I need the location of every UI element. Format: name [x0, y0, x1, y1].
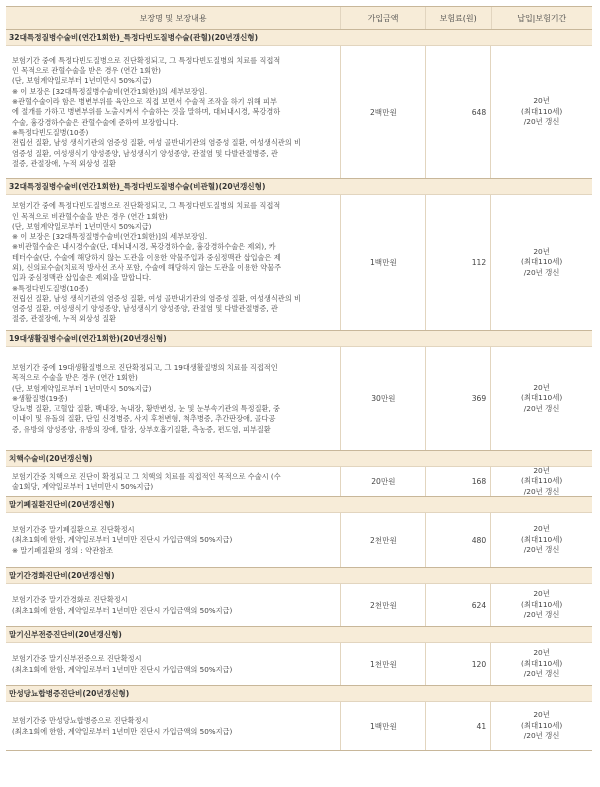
section-description — [6, 702, 341, 750]
description-line: 술1회당, 계약일로부터 1년미만시 50%지급) — [12, 482, 154, 491]
description-line: 증, 유방의 양성종양, 유방의 장애, 탈장, 상부호흡기질환, 측농증, 편도염, 피부질환 — [12, 424, 271, 434]
description-line: 외), 신의료수술(치료적 방사선 조사 포함, 수술에 해당하지 않는 도관을 이용한 약물주 — [12, 263, 282, 272]
coverage-amount: 2천만원 — [341, 584, 426, 626]
period-line: (최대110세) — [520, 106, 563, 116]
coverage-section — [6, 331, 592, 451]
section-title: 치핵수술비(20년갱신형) — [6, 451, 592, 467]
coverage-period — [491, 46, 592, 178]
section-body — [6, 347, 592, 450]
description-line: 절증, 관절장애, 누적 외상성 질환 — [12, 158, 116, 168]
coverage-period — [491, 584, 592, 626]
coverage-sections — [6, 30, 592, 751]
description-line: 염증성 질환, 여성생식기 양성종양, 남성생식기 양성종양, 관절염 및 다발관절병증, 관 — [12, 148, 278, 158]
coverage-section — [6, 627, 592, 686]
period-line: 20년 — [533, 710, 550, 720]
section-body — [6, 513, 592, 567]
description-line: 전립선 질환, 남성 생식기관의 염증성 질환, 여성 골반내기관의 염증성 질환, 여성생식관의 비 — [12, 293, 301, 303]
period-line: /20년 갱신 — [523, 731, 560, 741]
period-text — [521, 648, 562, 680]
period-line: /20년 갱신 — [523, 610, 560, 620]
section-title: 만성당뇨합병증진단비(20년갱신형) — [6, 686, 592, 702]
section-body — [6, 584, 592, 626]
period-line: (최대110세) — [520, 476, 563, 486]
premium-value: 41 — [426, 702, 491, 750]
description-line: 수술, 흉강경하수술은 관혈수술에 준하여 보장합니다. — [12, 117, 179, 127]
coverage-period — [491, 643, 592, 685]
period-line: (최대110세) — [520, 658, 563, 668]
description-line: ※특정다빈도질병(10종) — [12, 283, 89, 293]
coverage-amount: 2천만원 — [341, 513, 426, 567]
coverage-amount: 1백만원 — [341, 195, 426, 330]
period-line: (최대110세) — [520, 534, 563, 544]
description-line: (단, 보험계약일로부터 1년미만시 50%지급) — [12, 221, 152, 231]
period-line: (최대110세) — [520, 393, 563, 403]
section-title: 19대생활질병수술비(연간1회한)(20년갱신형) — [6, 331, 592, 347]
description-line: 절증, 관절장애, 누적 외상성 질환 — [12, 314, 116, 324]
header-period: 납입|보험기간 — [517, 13, 567, 23]
period-line: (최대110세) — [520, 599, 563, 609]
description-line: (단, 보험계약일로부터 1년미만시 50%지급) — [12, 76, 152, 86]
premium-value: 624 — [426, 584, 491, 626]
period-text — [521, 247, 562, 279]
period-line: 20년 — [533, 465, 550, 475]
section-body — [6, 46, 592, 178]
section-body — [6, 643, 592, 685]
section-description — [6, 584, 341, 626]
description-line: 전립선 질환, 남성 생식기관의 염증성 질환, 여성 골반내기관의 염증성 질환, 여성생식관의 비 — [12, 138, 301, 148]
coverage-amount: 1백만원 — [341, 702, 426, 750]
description-line: ※비관혈수술은 내시경수술(단, 대뇌내시경, 복강경하수술, 흉강경하수술은 제외), 카 — [12, 242, 276, 252]
coverage-section — [6, 179, 592, 331]
coverage-section — [6, 30, 592, 179]
section-body — [6, 195, 592, 330]
description-line: 보험기간 중에 특정다빈도질병으로 진단확정되고, 그 특정다빈도질병의 치료를 직접적 — [12, 55, 281, 65]
description-line: 에 절개를 가하고 병변부위를 노출시켜서 수술하는 것을 말하며, 대뇌내시경, 복강경하 — [12, 107, 281, 117]
description-line: 보험기간 중에 특정다빈도질병으로 진단확정되고, 그 특정다빈도질병의 치료를 직접적 — [12, 201, 281, 211]
section-description — [6, 513, 341, 567]
coverage-amount: 1천만원 — [341, 643, 426, 685]
period-text — [521, 589, 562, 621]
period-line: 20년 — [533, 648, 550, 658]
section-title: 말기간경화진단비(20년갱신형) — [6, 568, 592, 584]
description-line: ※ 이 보장은 [32대특정질병수술비(연간1회한)]의 세부보장임. — [12, 232, 208, 242]
description-line: 보험기간중 치핵으로 진단이 확정되고 그 치핵의 치료를 직접적인 목적으로 수술시 (수 — [12, 471, 281, 481]
period-line: /20년 갱신 — [523, 267, 560, 277]
description-line: 인 목적으로 관혈수술을 받은 경우 (연간 1회한) — [12, 66, 161, 76]
period-line: /20년 갱신 — [523, 545, 560, 555]
description-line: 이내이 및 유돌의 질환, 단일 신경병증, 사지 후천변형, 척추병증, 추간판장애, 골다공 — [12, 414, 276, 424]
coverage-period — [491, 347, 592, 450]
section-title: 말기폐질환진단비(20년갱신형) — [6, 497, 592, 513]
table-header — [6, 7, 592, 30]
coverage-amount: 2백만원 — [341, 46, 426, 178]
premium-value: 480 — [426, 513, 491, 567]
section-description — [6, 467, 341, 496]
coverage-amount: 20만원 — [341, 467, 426, 496]
period-line: 20년 — [533, 524, 550, 534]
description-line: ※생활질병(19종) — [12, 393, 68, 403]
coverage-period — [491, 195, 592, 330]
coverage-section — [6, 686, 592, 751]
coverage-amount: 30만원 — [341, 347, 426, 450]
description-line: 보험기간중 만성당뇨합병증으로 진단확정시 — [12, 716, 149, 726]
period-line: /20년 갱신 — [523, 669, 560, 679]
section-description — [6, 643, 341, 685]
description-line: 인 목적으로 비관혈수술을 받은 경우 (연간 1회한) — [12, 211, 168, 221]
coverage-section — [6, 497, 592, 568]
period-line: 20년 — [533, 246, 550, 256]
description-line: 염증성 질환, 여성생식기 양성종양, 남성생식기 양성종양, 관절염 및 다발관절병증, 관 — [12, 304, 278, 314]
description-line: (최초1회에 한함, 계약일로부터 1년미만 진단시 가입금액의 50%지급) — [12, 726, 233, 736]
description-line: ※ 이 보장은 [32대특정질병수술비(연간1회한)]의 세부보장임. — [12, 86, 208, 96]
premium-value: 120 — [426, 643, 491, 685]
coverage-section — [6, 568, 592, 627]
description-line: (최초1회에 한함, 계약일로부터 1년미만 진단시 가입금액의 50%지급) — [12, 605, 233, 615]
description-line: (단, 보험계약일로부터 1년미만시 50%지급) — [12, 383, 152, 393]
description-line: 보험기간중 말기신부전증으로 진단확정시 — [12, 654, 142, 664]
period-line: 20년 — [533, 96, 550, 106]
description-line: 테터수술(단, 수술에 해당하지 않는 도관을 이용한 약물주입과 중심정맥관 삽입술은 제 — [12, 252, 281, 262]
coverage-section — [6, 451, 592, 497]
description-line: ※ 말기폐질환의 정의 : 약관참조 — [12, 545, 113, 555]
section-body — [6, 467, 592, 496]
description-line: ※관혈수술이라 함은 병변부위를 육안으로 직접 보면서 수술적 조작을 하기 위해 피부 — [12, 97, 277, 107]
coverage-period — [491, 702, 592, 750]
period-line: /20년 갱신 — [523, 486, 560, 496]
section-body — [6, 702, 592, 750]
description-line: 당뇨병 질환, 고혈압 질환, 백내장, 녹내장, 황반변성, 눈 및 눈부속기관의 특정질환, 중 — [12, 404, 280, 414]
description-line: (최초1회에 한함, 계약일로부터 1년미만 진단시 가입금액의 50%지급) — [12, 535, 233, 545]
header-premium: 보험료(원) — [426, 7, 492, 29]
description-line: 입과 중심정맥관 삽입술은 제외)을 말합니다. — [12, 273, 152, 283]
period-text — [521, 524, 562, 556]
period-line: 20년 — [533, 382, 550, 392]
description-line: 목적으로 수술을 받은 경우 (연간 1회한) — [12, 373, 138, 383]
section-title: 32대특정질병수술비(연간1회한)_특정다빈도질병수술(비관혈)(20년갱신형) — [6, 179, 592, 195]
section-description — [6, 195, 341, 330]
header-coverage: 보장명 및 보장내용 — [6, 7, 341, 29]
period-text — [521, 466, 562, 498]
section-description — [6, 46, 341, 178]
premium-value: 112 — [426, 195, 491, 330]
period-text — [521, 383, 562, 415]
description-line: ※특정다빈도질병(10종) — [12, 127, 89, 137]
period-text — [521, 710, 562, 742]
period-line: /20년 갱신 — [523, 403, 560, 413]
period-line: 20년 — [533, 589, 550, 599]
description-line: 보험기간중 말기간경화로 진단확정시 — [12, 595, 128, 605]
premium-value: 648 — [426, 46, 491, 178]
description-line: 보험기간중 말기폐질환으로 진단확정시 — [12, 525, 135, 535]
section-title: 32대특정질병수술비(연간1회한)_특정다빈도질병수술(관혈)(20년갱신형) — [6, 30, 592, 46]
premium-value: 369 — [426, 347, 491, 450]
period-text — [521, 96, 562, 128]
header-amount: 가입금액 — [341, 7, 426, 29]
coverage-period — [491, 467, 592, 496]
section-title: 말기신부전증진단비(20년갱신형) — [6, 627, 592, 643]
period-line: /20년 갱신 — [523, 117, 560, 127]
description-line: (최초1회에 한함, 계약일로부터 1년미만 진단시 가입금액의 50%지급) — [12, 664, 233, 674]
description-line: 보험기간 중에 19대생활질병으로 진단확정되고, 그 19대생활질병의 치료를 직접적인 — [12, 362, 278, 372]
coverage-period — [491, 513, 592, 567]
section-description — [6, 347, 341, 450]
period-line: (최대110세) — [520, 257, 563, 267]
coverage-table — [6, 6, 592, 751]
period-line: (최대110세) — [520, 720, 563, 730]
premium-value: 168 — [426, 467, 491, 496]
